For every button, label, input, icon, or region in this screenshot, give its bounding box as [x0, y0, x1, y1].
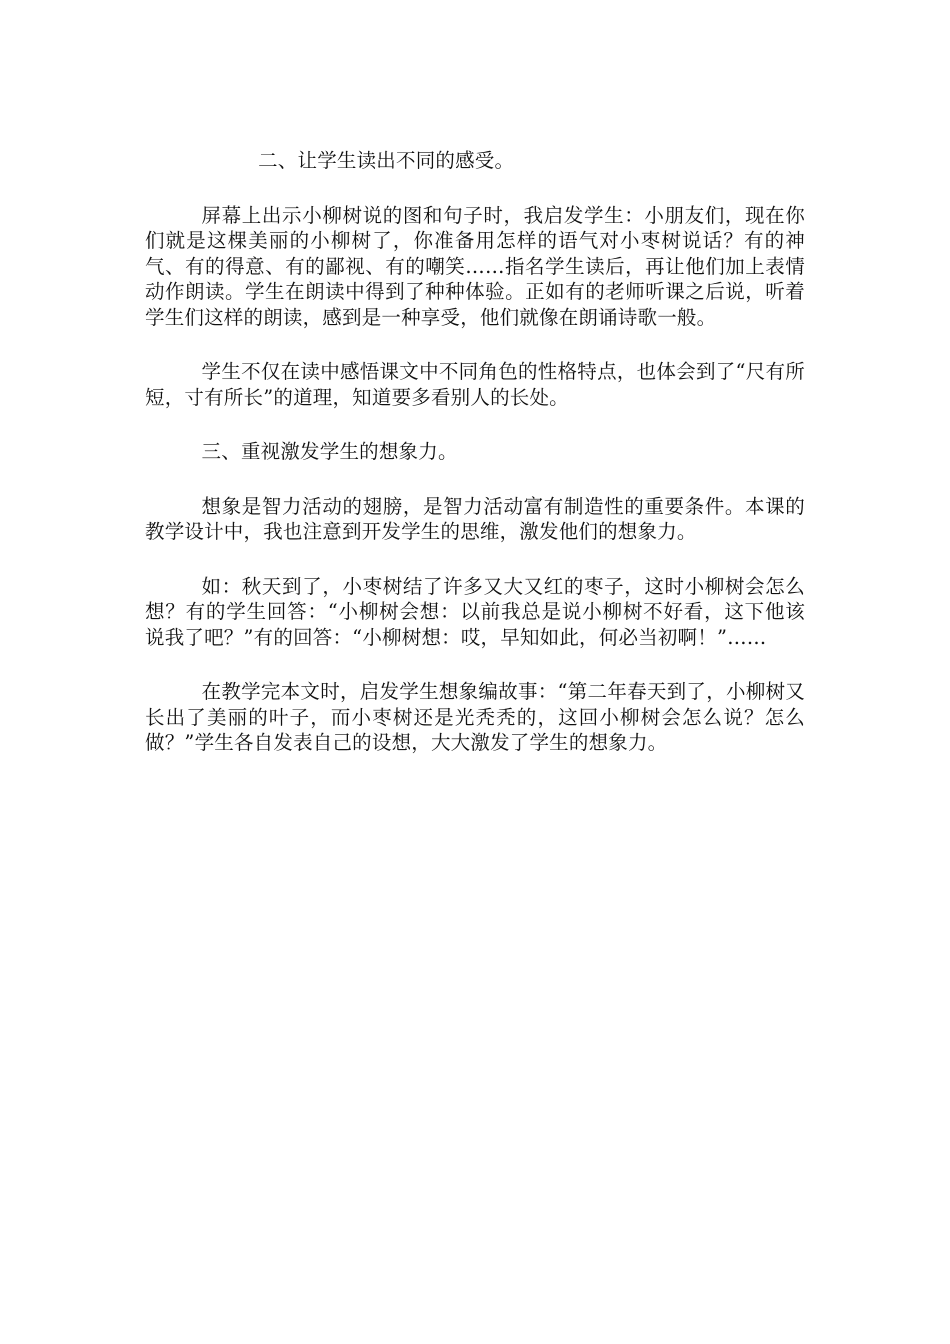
paragraph-imagination: 想象是智力活动的翅膀，是智力活动富有制造性的重要条件。本课的教学设计中，我也注意到开发学生的思维，激发他们的想象力。 — [145, 494, 805, 543]
paragraph-character-traits: 学生不仅在读中感悟课文中不同角色的性格特点，也体会到了“尺有所短，寸有所长”的道理，知道要多看别人的长处。 — [145, 360, 805, 409]
section-heading-3: 三、重视激发学生的想象力。 — [201, 440, 458, 463]
document-body — [145, 148, 805, 785]
paragraph-story-creation: 在教学完本文时，启发学生想象编故事：“第二年春天到了，小柳树又长出了美丽的叶子，而小枣树还是光秃秃的，这回小柳树会怎么说？怎么做？”学生各自发表自己的设想，大大激发了学生的想象力。 — [145, 680, 805, 754]
paragraph-reading-feelings: 屏幕上出示小柳树说的图和句子时，我启发学生：小朋友们，现在你们就是这棵美丽的小柳树了，你准备用怎样的语气对小枣树说话？有的神气、有的得意、有的鄙视、有的嘲笑……指名学生读后，再让他们加上表情动作朗读。学生在朗读中得到了种种体验。正如有的老师听课之后说，听着学生们这样的朗读，感到是一种享受，他们就像在朗诵诗歌一般。 — [145, 203, 805, 329]
paragraph-example-autumn: 如：秋天到了，小枣树结了许多又大又红的枣子，这时小柳树会怎么想？有的学生回答：“小柳树会想：以前我总是说小柳树不好看，这下他该说我了吧？”有的回答：“小柳树想：哎，早知如此，何必当初啊！”…… — [145, 574, 805, 649]
section-heading-2: 二、让学生读出不同的感受。 — [258, 149, 515, 172]
